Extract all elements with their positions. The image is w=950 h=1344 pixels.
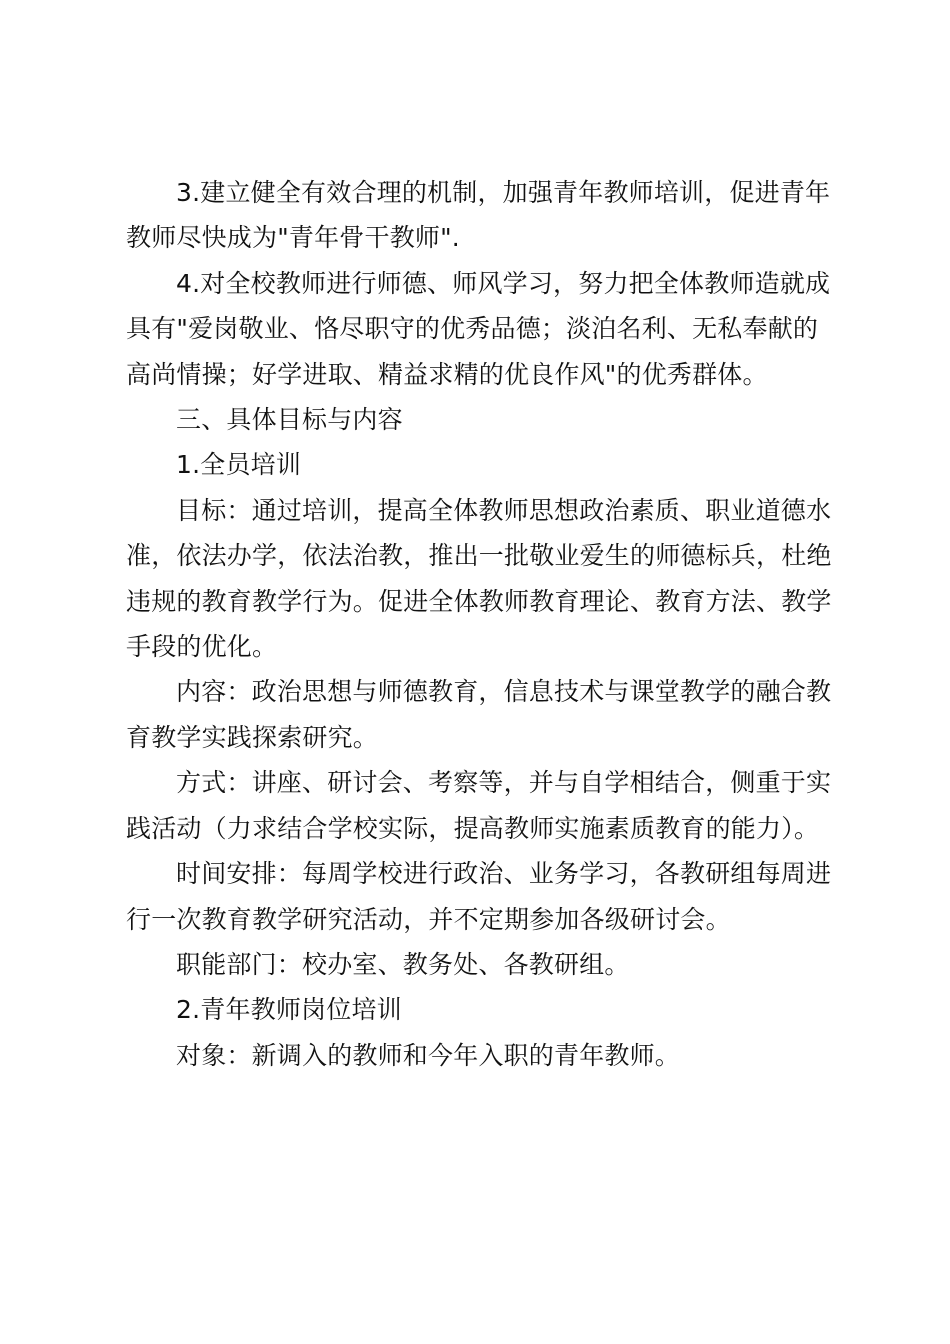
- paragraph-goal: 目标：通过培训，提高全体教师思想政治素质、职业道德水准，依法办学，依法治教，推出一批敬业爱生的师德标兵，杜绝违规的教育教学行为。促进全体教师教育理论、教育方法、教学手段的优化。: [126, 495, 832, 662]
- paragraph-departments: 职能部门：校办室、教务处、各教研组。: [176, 949, 630, 979]
- paragraph-content: 内容：政治思想与师德教育，信息技术与课堂教学的融合教育教学实践探索研究。: [126, 677, 832, 752]
- section-heading-goals-content: 三、具体目标与内容: [176, 405, 403, 435]
- paragraph-ethics-study: 4.对全校教师进行师德、师风学习，努力把全体教师造就成具有"爱岗敬业、恪尽职守的优秀品德；淡泊名利、无私奉献的高尚情操；好学进取、精益求精的优良作风"的优秀群体。: [126, 268, 831, 389]
- paragraph-target-audience: 对象：新调入的教师和今年入职的青年教师。: [176, 1040, 681, 1070]
- paragraph-mechanism: 3.建立健全有效合理的机制，加强青年教师培训，促进青年教师尽快成为"青年骨干教师".: [126, 178, 831, 253]
- paragraph-method: 方式：讲座、研讨会、考察等，并与自学相结合，侧重于实践活动（力求结合学校实际，提高教师实施素质教育的能力）。: [126, 768, 832, 843]
- paragraph-schedule: 时间安排：每周学校进行政治、业务学习，各教研组每周进行一次教育教学研究活动，并不定期参加各级研讨会。: [126, 859, 832, 934]
- subheading-all-staff-training: 1.全员培训: [176, 450, 302, 480]
- subheading-young-teacher-training: 2.青年教师岗位培训: [176, 995, 402, 1025]
- document-body: [126, 170, 838, 1078]
